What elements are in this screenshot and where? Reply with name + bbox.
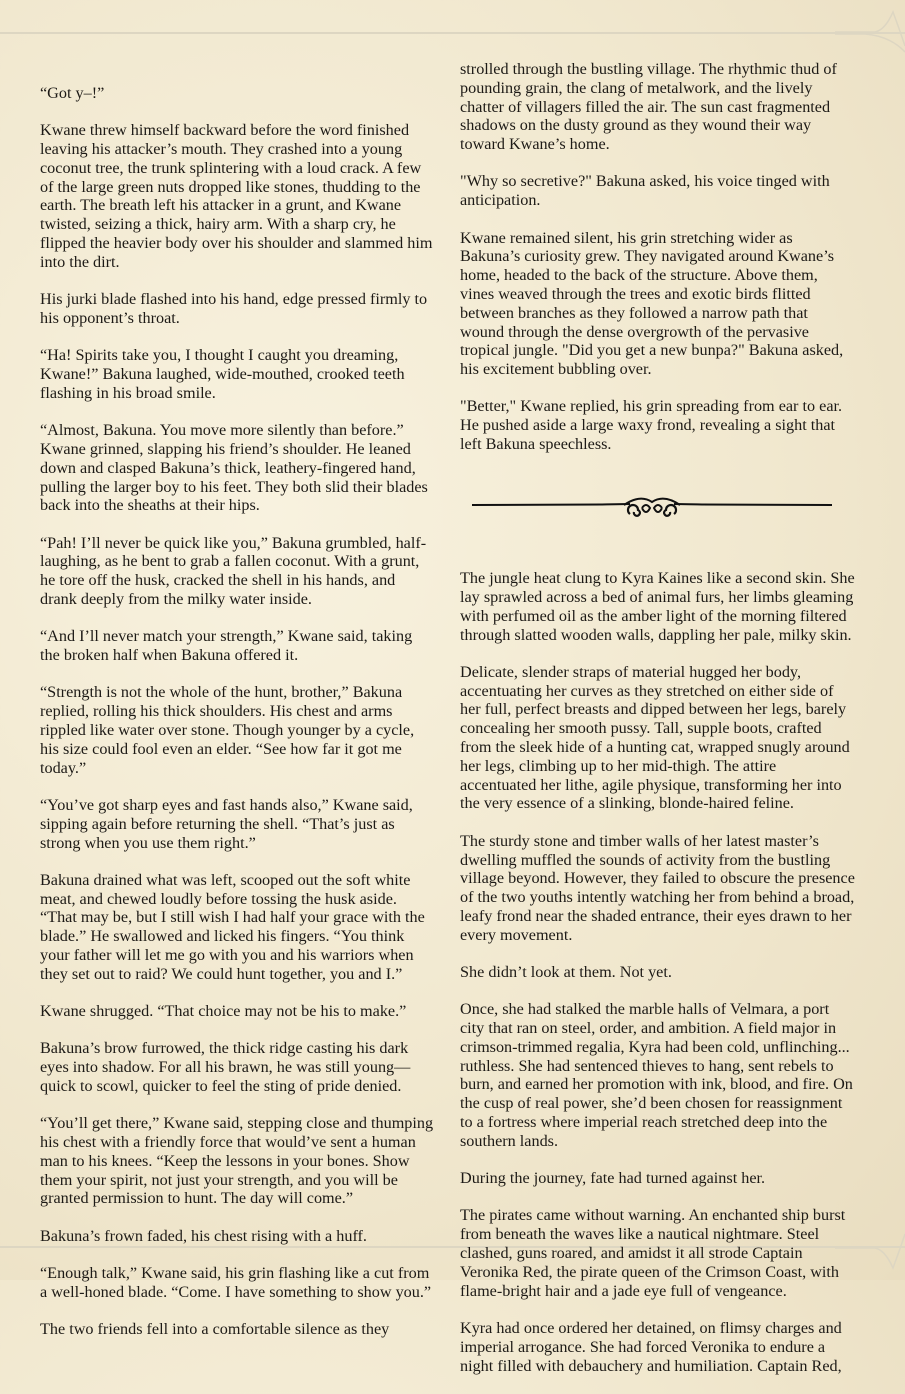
paragraph: Bakuna’s frown faded, his chest rising with a huff.: [40, 1226, 367, 1245]
paragraph: “You’ll get there,” Kwane said, stepping close and thumping his chest with a friendly force that would’ve sent a human man to his knees. “Keep the lessons in your bones. Show them your spirit, not just your strength, and you will be granted permission to hunt. The day will come.”: [40, 1114, 434, 1208]
paragraph: “Enough talk,” Kwane said, his grin flashing like a cut from a well-honed blade. “Come. I have something to show you.”: [40, 1264, 432, 1301]
paragraph: “You’ve got sharp eyes and fast hands also,” Kwane said, sipping again before returning the shell. “That’s just as strong when you use them right.”: [40, 795, 413, 852]
page-border-top: [0, 32, 905, 34]
paragraph: “Strength is not the whole of the hunt, brother,” Bakuna replied, rolling his thick shoulders. His chest and arms rippled like water over stone. Though younger by a cycle, his size could fool even an elder. “See how far it got me today.”: [40, 683, 415, 777]
paragraph: During the journey, fate had turned against her.: [460, 1169, 766, 1188]
paragraph: “Ha! Spirits take you, I thought I caught you dreaming, Kwane!” Bakuna laughed, wide-mouthed, crooked teeth flashing in his broad smile.: [40, 346, 405, 402]
paragraph: Bakuna drained what was left, scooped out the soft white meat, and chewed loudly before tossing the husk aside. “That may be, but I still wish I had half your grace with the blade.” He swallowed and licked his fingers. “You think your father will let me go with you and his warriors when they set out to raid? We could hunt together, you and I.”: [40, 870, 425, 983]
paragraph: “Almost, Bakuna. You move more silently than before.” Kwane grinned, slapping his friend’s shoulder. He leaned down and clasped Bakuna’s thick, leathery-fingered hand, pulling the larger boy to his feet. They both slid their blades back into the sheaths at their hips.: [40, 421, 428, 515]
paragraph: Once, she had stalked the marble halls of Velmara, a port city that ran on steel, order, and ambition. A field major in crimson-trimmed regalia, Kyra had been cold, unflinching... ruthless. She had sentenced thieves to hang, sent rebels to burn, and earned her promotion with ink, blood, and fire. On the cusp of real power, she’d been chosen for reassignment to a fortress where imperial reach stretched deep into the southern lands.: [460, 1000, 853, 1150]
paragraph: She didn’t look at them. Not yet.: [460, 962, 672, 981]
paragraph: The pirates came without warning. An enchanted ship burst from beneath the waves like a nautical nightmare. Steel clashed, guns roared, and amidst it all strode Captain Veronika Red, the pirate queen of the Crimson Coast, with flame-bright hair and a jade eye full of vengeance.: [460, 1206, 846, 1300]
paragraph: Kwane threw himself backward before the word finished leaving his attacker’s mouth. They crashed into a young coconut tree, the trunk splintering with a loud crack. A few of the large green nuts dropped like stones, thudding to the earth. The breath left his attacker in a grunt, and Kwane twisted, seizing a thick, hairy arm. With a sharp cry, he flipped the heavier body over his shoulder and slammed him into the dirt.: [40, 121, 433, 271]
paragraph: His jurki blade flashed into his hand, edge pressed firmly to his opponent’s throat.: [40, 290, 428, 327]
paragraph: Delicate, slender straps of material hugged her body, accentuating her curves as they stretched on either side of her full, perfect breasts and dipped between her legs, barely concealing her smooth pussy. Tall, supple boots, crafted from the sleek hide of a hunting cat, wrapped snugly around her legs, climbing up to her mid-thigh. The attire accentuated her lithe, agile physique, transforming her into the very essence of a slinking, blonde-haired feline.: [460, 662, 850, 813]
paragraph: Kwane remained silent, his grin stretching wider as Bakuna’s curiosity grew. They navigated around Kwane’s home, headed to the back of the structure. Above them, vines weaved through the trees and exotic birds flitted between branches as they followed a narrow path that wound through the dense overgrowth of the pervasive tropical jungle. "Did you get a new bunpa?" Bakuna asked, his excitement bubbling over.: [460, 228, 844, 379]
left-column: [40, 84, 435, 1357]
paragraph: The jungle heat clung to Kyra Kaines like a second skin. She lay sprawled across a bed of animal furs, her limbs gleaming with perfumed oil as the amber light of the morning filtered through slatted wooden walls, dappling her pale, milky skin.: [460, 569, 855, 644]
paragraph: Kyra had once ordered her detained, on flimsy charges and imperial arrogance. She had forced Veronika to endure a night filled with debauchery and humiliation. Captain Red,: [460, 1318, 842, 1375]
paragraph: The sturdy stone and timber walls of her latest master’s dwelling muffled the sounds of activity from the bustling village beyond. However, they failed to obscure the presence of the two youths intently watching her from behind a broad, leafy frond near the shaded entrance, their eyes drawn to her every movement.: [460, 831, 855, 944]
ornamental-scene-divider: [452, 486, 852, 526]
paragraph: “Pah! I’ll never be quick like you,” Bakuna grumbled, half-laughing, as he bent to grab a fallen coconut. With a grunt, he tore off the husk, cracked the shell in his hands, and drank deeply from the milky water inside.: [40, 533, 427, 609]
paragraph: “Got y–!”: [40, 84, 105, 102]
paragraph: The two friends fell into a comfortable silence as they: [40, 1320, 390, 1339]
right-column: [460, 60, 855, 1394]
paragraph: “And I’ll never match your strength,” Kwane said, taking the broken half when Bakuna offered it.: [40, 627, 413, 665]
paragraph: "Why so secretive?" Bakuna asked, his voice tinged with anticipation.: [460, 172, 830, 210]
paragraph: Bakuna’s brow furrowed, the thick ridge casting his dark eyes into shadow. For all his brawn, he was still young—quick to scowl, quicker to feel the sting of pride denied.: [40, 1039, 411, 1095]
paragraph: Kwane shrugged. “That choice may not be his to make.”: [40, 1002, 407, 1021]
paragraph: strolled through the bustling village. The rhythmic thud of pounding grain, the clang of metalwork, and the lively chatter of villagers filled the air. The sun cast fragmented shadows on the dusty ground as they wound their way toward Kwane’s home.: [460, 60, 837, 154]
paragraph: "Better," Kwane replied, his grin spreading from ear to ear. He pushed aside a large waxy frond, revealing a sight that left Bakuna speechless.: [460, 397, 843, 454]
corner-flourish-top-right: [835, 0, 905, 60]
